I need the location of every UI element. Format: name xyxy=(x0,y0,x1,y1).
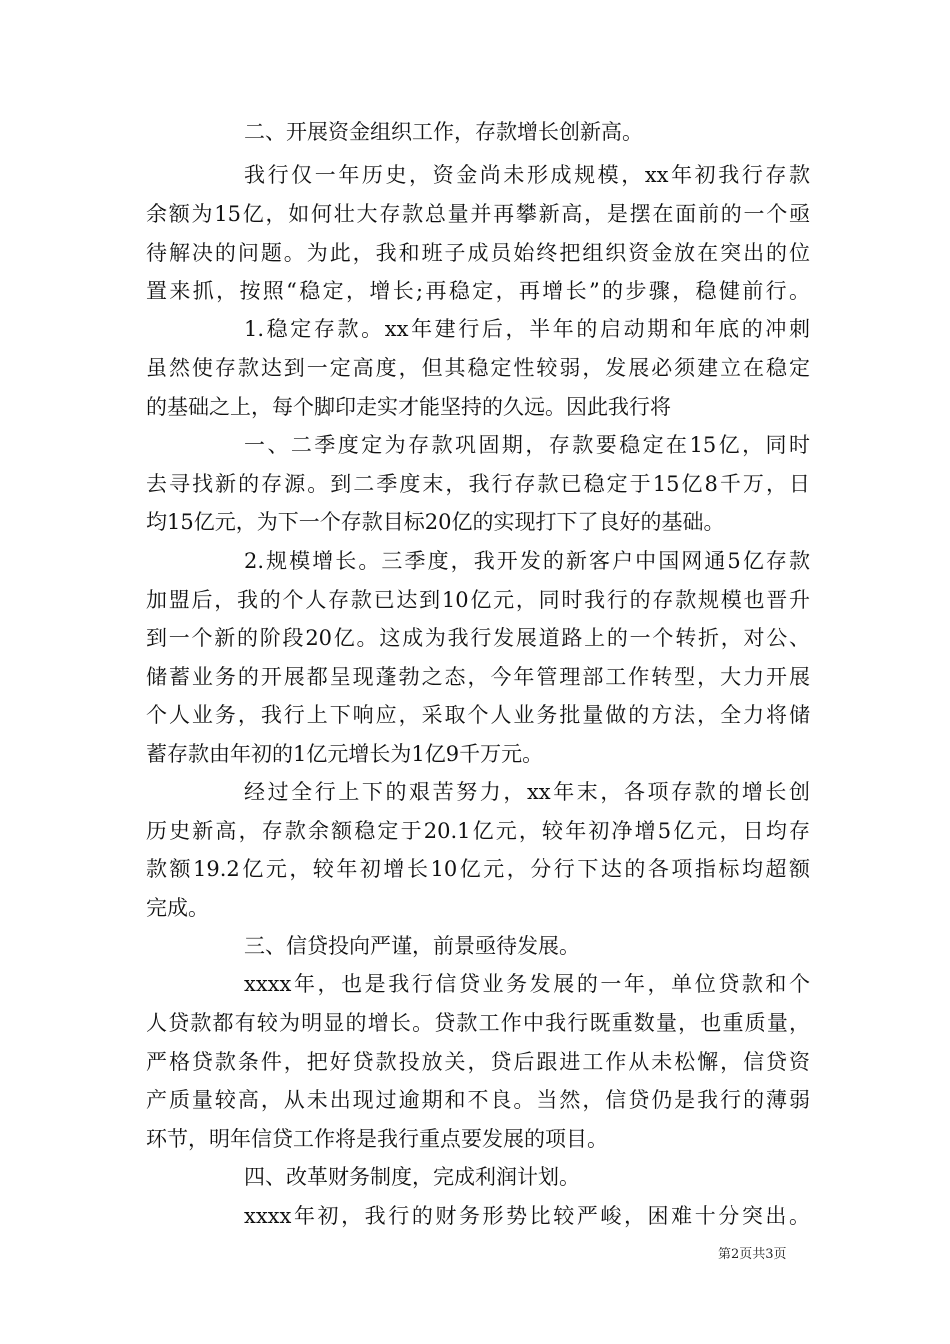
section-heading: 二、开展资金组织工作，存款增长创新高。 xyxy=(244,120,643,144)
paragraph-line: 1.稳定存款。xx年建行后，半年的启动期和年底的冲刺 xyxy=(244,317,810,341)
section-heading: 四、改革财务制度，完成利润计划。 xyxy=(244,1165,580,1189)
paragraph-line: 历史新高，存款余额稳定于20.1亿元，较年初净增5亿元，日均存 xyxy=(146,819,810,843)
paragraph-line: 均15亿元，为下一个存款目标20亿的实现打下了良好的基础。 xyxy=(146,510,725,534)
paragraph-line: 的基础之上，每个脚印走实才能坚持的久远。因此我行将 xyxy=(146,395,671,419)
paragraph-line: 储蓄业务的开展都呈现蓬勃之态，今年管理部工作转型，大力开展 xyxy=(146,665,810,689)
paragraph-line: 产质量较高，从未出现过逾期和不良。当然，信贷仍是我行的薄弱 xyxy=(146,1088,810,1112)
paragraph-line: 去寻找新的存源。到二季度末，我行存款已稳定于15亿8千万，日 xyxy=(146,472,810,496)
paragraph-line: 置来抓，按照“稳定，增长;再稳定，再增长”的步骤，稳健前行。 xyxy=(146,279,810,303)
paragraph-line: 到一个新的阶段20亿。这成为我行发展道路上的一个转折，对公、 xyxy=(146,626,810,650)
paragraph-line: 人贷款都有较为明显的增长。贷款工作中我行既重数量，也重质量， xyxy=(146,1011,810,1035)
paragraph-line: 虽然使存款达到一定高度，但其稳定性较弱，发展必须建立在稳定 xyxy=(146,356,810,380)
paragraph-line: 加盟后，我的个人存款已达到10亿元，同时我行的存款规模也晋升 xyxy=(146,588,810,612)
paragraph-line: 余额为15亿，如何壮大存款总量并再攀新高，是摆在面前的一个亟 xyxy=(146,202,810,226)
paragraph-line: 待解决的问题。为此，我和班子成员始终把组织资金放在突出的位 xyxy=(146,241,810,265)
section-heading: 三、信贷投向严谨，前景亟待发展。 xyxy=(244,934,580,958)
paragraph-line: 严格贷款条件，把好贷款投放关，贷后跟进工作从未松懈，信贷资 xyxy=(146,1050,810,1074)
paragraph-line: 环节，明年信贷工作将是我行重点要发展的项目。 xyxy=(146,1127,608,1151)
paragraph-line: 2.规模增长。三季度，我开发的新客户中国网通5亿存款 xyxy=(244,549,810,573)
paragraph-line: xxxx年初，我行的财务形势比较严峻，困难十分突出。 xyxy=(244,1204,810,1228)
paragraph-line: xxxx年，也是我行信贷业务发展的一年，单位贷款和个 xyxy=(244,972,810,996)
paragraph-line: 款额19.2亿元，较年初增长10亿元，分行下达的各项指标均超额 xyxy=(146,857,810,881)
paragraph-line: 我行仅一年历史，资金尚未形成规模，xx年初我行存款 xyxy=(244,163,810,187)
paragraph-line: 一、二季度定为存款巩固期，存款要稳定在15亿，同时 xyxy=(244,433,810,457)
paragraph-line: 完成。 xyxy=(146,896,209,920)
paragraph-line: 经过全行上下的艰苦努力，xx年末，各项存款的增长创 xyxy=(244,780,810,804)
page-indicator: 第2页共3页 xyxy=(718,1247,787,1262)
paragraph-line: 蓄存款由年初的1亿元增长为1亿9千万元。 xyxy=(146,742,544,766)
paragraph-line: 个人业务，我行上下响应，采取个人业务批量做的方法，全力将储 xyxy=(146,703,810,727)
